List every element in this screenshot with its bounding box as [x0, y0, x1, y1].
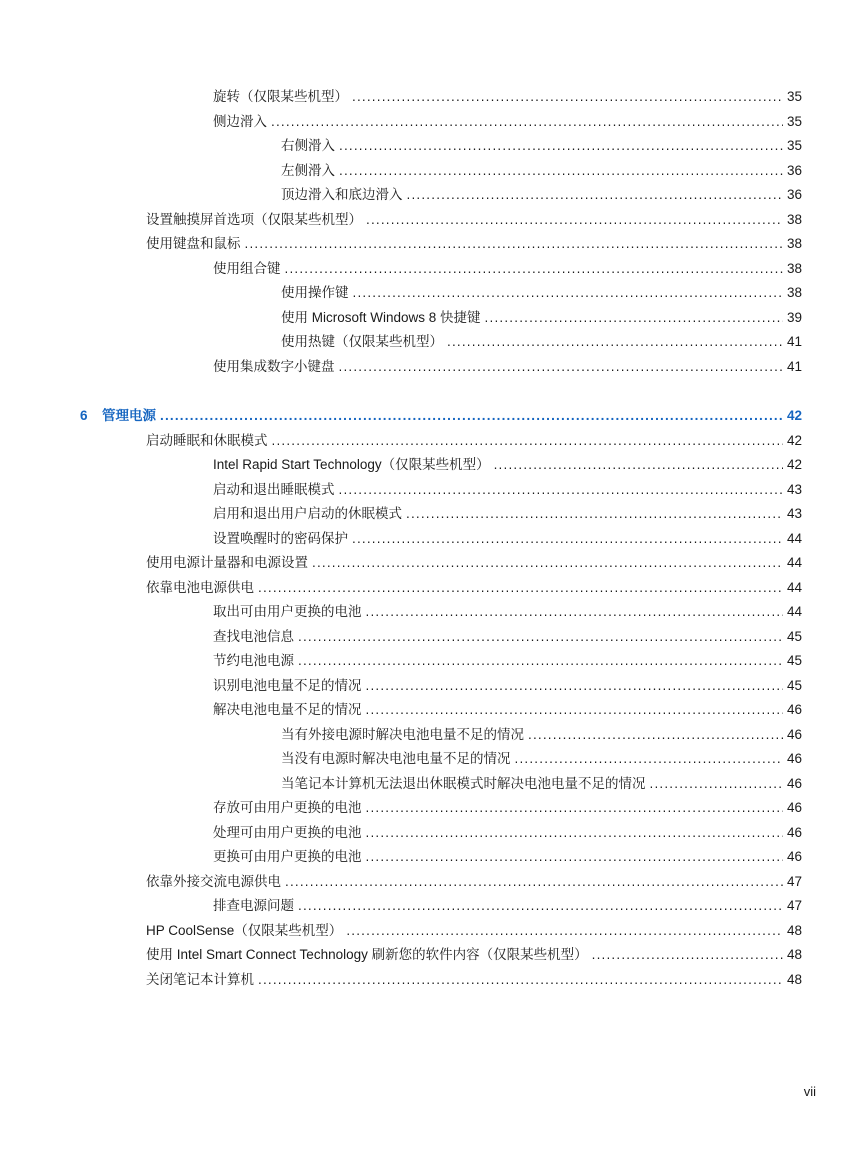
- toc-entry-page: 46: [786, 825, 802, 840]
- dot-leader: [650, 775, 783, 793]
- toc-entry-page: 46: [786, 849, 802, 864]
- dot-leader: [366, 701, 783, 719]
- toc-entry-page: 44: [786, 531, 802, 546]
- toc-entry-title: 排查电源问题: [213, 898, 294, 913]
- toc-entry-title: 使用键盘和鼠标: [146, 236, 241, 251]
- toc-entry-page: 41: [786, 334, 802, 349]
- toc-entry-page: 38: [786, 261, 802, 276]
- toc-entry-page: 46: [786, 727, 802, 742]
- toc-entry-title: 识别电池电量不足的情况: [213, 678, 362, 693]
- dot-leader: [258, 579, 783, 597]
- dot-leader: [352, 530, 783, 548]
- toc-entry[interactable]: [281, 333, 802, 351]
- toc-entry-page: 45: [786, 629, 802, 644]
- toc-entry-page: 38: [786, 285, 802, 300]
- dot-leader: [407, 186, 783, 204]
- toc-entry-title: 使用操作键: [281, 285, 349, 300]
- toc-entry-title: 查找电池信息: [213, 629, 294, 644]
- toc-entry[interactable]: [213, 113, 802, 131]
- toc-entry[interactable]: [213, 652, 802, 670]
- toc-entry-title: 左侧滑入: [281, 163, 335, 178]
- toc-entry[interactable]: [213, 824, 802, 842]
- dot-leader: [258, 971, 783, 989]
- dot-leader: [366, 848, 783, 866]
- toc-entry[interactable]: [146, 554, 802, 572]
- dot-leader: [366, 677, 783, 695]
- toc-entry[interactable]: [213, 456, 802, 474]
- dot-leader: [406, 505, 783, 523]
- dot-leader: [366, 211, 783, 229]
- toc-entry-page: 46: [786, 702, 802, 717]
- dot-leader: [339, 162, 783, 180]
- toc-entry-title: Intel Rapid Start Technology（仅限某些机型）: [213, 457, 490, 472]
- toc-entry[interactable]: [213, 603, 802, 621]
- toc-entry-page: 48: [786, 947, 802, 962]
- toc-entry-title: 使用 Intel Smart Connect Technology 刷新您的软件内容（仅限某些机型）: [146, 947, 588, 962]
- toc-entry[interactable]: [146, 946, 802, 964]
- toc-entry[interactable]: [213, 677, 802, 695]
- dot-leader: [160, 407, 783, 425]
- toc-entry-page: 43: [786, 482, 802, 497]
- toc-entry-page: 35: [786, 138, 802, 153]
- toc-entry[interactable]: [146, 922, 802, 940]
- dot-leader: [339, 358, 783, 376]
- dot-leader: [494, 456, 783, 474]
- toc-entry-page: 35: [786, 114, 802, 129]
- toc-entry[interactable]: [213, 481, 802, 499]
- toc-entry-page: 39: [786, 310, 802, 325]
- page-number: vii: [803, 1084, 816, 1099]
- dot-leader: [285, 873, 783, 891]
- toc-entry-page: 42: [786, 408, 802, 423]
- toc-entry-page: 36: [786, 163, 802, 178]
- chapter-heading[interactable]: [80, 407, 802, 425]
- toc-entry-title: 使用组合键: [213, 261, 281, 276]
- toc-entry[interactable]: [281, 750, 802, 768]
- toc-entry-page: 47: [786, 874, 802, 889]
- dot-leader: [592, 946, 783, 964]
- toc-entry-title: 使用热键（仅限某些机型）: [281, 334, 443, 349]
- chapter-number: 6: [80, 408, 88, 423]
- toc-entry-title: 依靠外接交流电源供电: [146, 874, 281, 889]
- toc-entry-page: 38: [786, 236, 802, 251]
- dot-leader: [312, 554, 783, 572]
- toc-entry-title: 处理可由用户更换的电池: [213, 825, 362, 840]
- toc-entry[interactable]: [213, 897, 802, 915]
- dot-leader: [353, 284, 783, 302]
- toc-entry[interactable]: [281, 162, 802, 180]
- toc-entry-title: 当笔记本计算机无法退出休眠模式时解决电池电量不足的情况: [281, 776, 646, 791]
- toc-entry[interactable]: [213, 530, 802, 548]
- toc-entry-title: 右侧滑入: [281, 138, 335, 153]
- toc-entry-title: 当有外接电源时解决电池电量不足的情况: [281, 727, 524, 742]
- toc-entry-page: 38: [786, 212, 802, 227]
- toc-entry-page: 35: [786, 89, 802, 104]
- toc-entry-page: 46: [786, 776, 802, 791]
- toc-entry-page: 48: [786, 923, 802, 938]
- toc-entry-title: 使用 Microsoft Windows 8 快捷键: [281, 310, 481, 325]
- toc-entry-title: 启动睡眠和休眠模式: [146, 433, 268, 448]
- toc-entry[interactable]: [146, 579, 802, 597]
- toc-entry[interactable]: [281, 775, 802, 793]
- toc-entry-title: 节约电池电源: [213, 653, 294, 668]
- toc-entry[interactable]: [213, 88, 802, 106]
- toc-entry[interactable]: [146, 235, 802, 253]
- toc-entry-title: 依靠电池电源供电: [146, 580, 254, 595]
- toc-entry[interactable]: [213, 358, 802, 376]
- toc-entry-page: 46: [786, 751, 802, 766]
- dot-leader: [346, 922, 783, 940]
- dot-leader: [245, 235, 783, 253]
- dot-leader: [271, 113, 783, 131]
- toc-entry-page: 48: [786, 972, 802, 987]
- dot-leader: [298, 628, 783, 646]
- toc-entry-title: 存放可由用户更换的电池: [213, 800, 362, 815]
- dot-leader: [298, 897, 783, 915]
- toc-entry-page: 44: [786, 580, 802, 595]
- toc-entry-title: 设置触摸屏首选项（仅限某些机型）: [146, 212, 362, 227]
- dot-leader: [366, 824, 783, 842]
- toc-entry-title: 启动和退出睡眠模式: [213, 482, 335, 497]
- toc-entry-title: 关闭笔记本计算机: [146, 972, 254, 987]
- toc-entry[interactable]: [146, 211, 802, 229]
- dot-leader: [447, 333, 783, 351]
- toc-entry[interactable]: [213, 260, 802, 278]
- toc-entry-page: 45: [786, 678, 802, 693]
- toc-entry-page: 43: [786, 506, 802, 521]
- toc-entry-title: 使用电源计量器和电源设置: [146, 555, 308, 570]
- toc-entry[interactable]: [281, 726, 802, 744]
- dot-leader: [339, 481, 783, 499]
- toc-entry-title: 顶边滑入和底边滑入: [281, 187, 403, 202]
- dot-leader: [285, 260, 783, 278]
- toc-entry-page: 36: [786, 187, 802, 202]
- toc-entry-page: 42: [786, 457, 802, 472]
- toc-entry-title: 更换可由用户更换的电池: [213, 849, 362, 864]
- dot-leader: [528, 726, 783, 744]
- toc-entry-page: 41: [786, 359, 802, 374]
- toc-entry-title: 侧边滑入: [213, 114, 267, 129]
- dot-leader: [366, 799, 783, 817]
- toc-entry-title: 取出可由用户更换的电池: [213, 604, 362, 619]
- toc-entry-page: 47: [786, 898, 802, 913]
- dot-leader: [272, 432, 783, 450]
- toc-entry-page: 46: [786, 800, 802, 815]
- toc-entry-page: 44: [786, 604, 802, 619]
- dot-leader: [515, 750, 783, 768]
- toc-entry-title: 设置唤醒时的密码保护: [213, 531, 348, 546]
- toc-entry[interactable]: [281, 137, 802, 155]
- toc-entry-title: 当没有电源时解决电池电量不足的情况: [281, 751, 511, 766]
- toc-entry[interactable]: [213, 628, 802, 646]
- toc-entry-page: 45: [786, 653, 802, 668]
- toc-entry[interactable]: [213, 799, 802, 817]
- toc-entry[interactable]: [146, 432, 802, 450]
- toc-entry-title: HP CoolSense（仅限某些机型）: [146, 923, 343, 938]
- toc-entry[interactable]: [146, 971, 802, 989]
- toc-entry[interactable]: [146, 873, 802, 891]
- toc-entry-title: 使用集成数字小键盘: [213, 359, 335, 374]
- toc-entry[interactable]: [281, 284, 802, 302]
- toc-entry[interactable]: [213, 848, 802, 866]
- dot-leader: [339, 137, 783, 155]
- dot-leader: [485, 309, 783, 327]
- toc-entry-title: 管理电源: [102, 408, 156, 423]
- toc-entry[interactable]: [213, 701, 802, 719]
- toc-entry-title: 解决电池电量不足的情况: [213, 702, 362, 717]
- dot-leader: [366, 603, 783, 621]
- dot-leader: [298, 652, 783, 670]
- toc-entry-title: 旋转（仅限某些机型）: [213, 89, 348, 104]
- toc-entry-page: 44: [786, 555, 802, 570]
- dot-leader: [352, 88, 783, 106]
- toc-entry[interactable]: [281, 309, 802, 327]
- toc-entry-page: 42: [786, 433, 802, 448]
- toc-entry[interactable]: [281, 186, 802, 204]
- toc-entry-title: 启用和退出用户启动的休眠模式: [213, 506, 402, 521]
- toc-entry[interactable]: [213, 505, 802, 523]
